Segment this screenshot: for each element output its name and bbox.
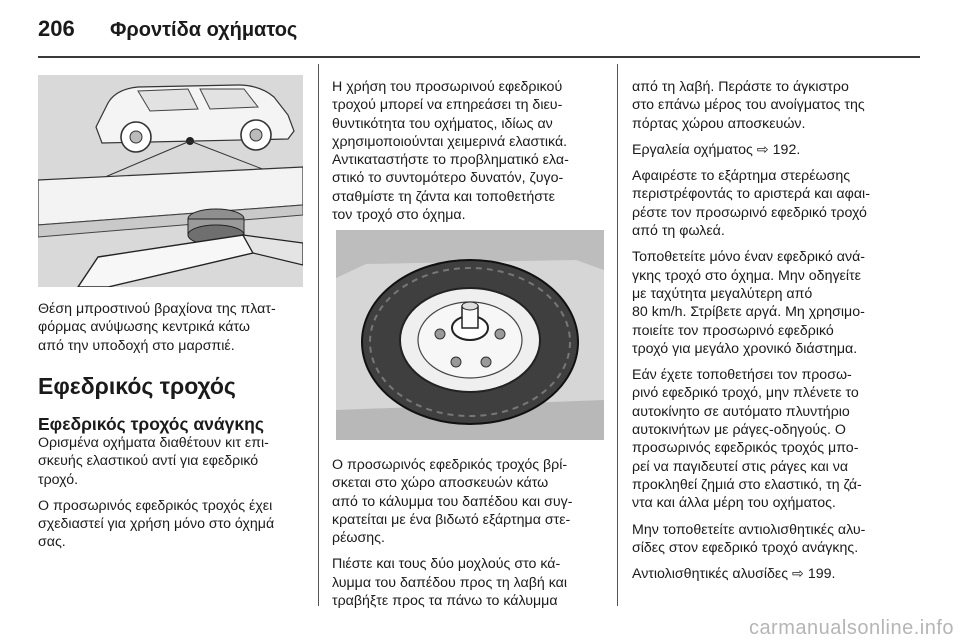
column-divider-2 — [617, 64, 618, 606]
paragraph-repair-kit: Ορισμένα οχήματα διαθέτουν κιτ επι- σκευής ελαστικού αντί για εφεδρικό τροχό. — [38, 435, 269, 488]
column-divider-1 — [318, 64, 319, 606]
spare-wheel-drawing — [336, 230, 604, 440]
lift-point-drawing — [38, 75, 303, 287]
paragraph-car-wash: Εάν έχετε τοποθετήσει τον προσω- ρινό εφεδρικό τροχό, μην πλένετε το αυτοκίνητο σε αυτόματο πλυντήριο αυτοκινήτων με ράγες-οδηγούς. Ο προσωρινός εφεδρικός τροχός μπο- ρεί να παγιδευτεί στις ράγες και να προκληθεί ζημιά στο ελαστικό, τη ζά- ντα και άλλα μέρη του οχήματος. — [632, 367, 862, 512]
lift-point-illustration — [38, 75, 303, 287]
paragraph-design: Ο προσωρινός εφεδρικός τροχός έχει σχεδιαστεί για χρήση μόνο στο όχημά σας. — [38, 497, 275, 551]
column-3 — [632, 78, 922, 591]
header-rule — [38, 56, 920, 58]
link-vehicle-tools[interactable]: Εργαλεία οχήματος ⇨ 192. — [632, 141, 801, 158]
paragraph-location: Ο προσωρινός εφεδρικός τροχός βρί- σκεται στο χώρο αποσκευών κάτω από το κάλυμμα του δαπέδου και συγ- κρατείται με ένα βιδωτό εξάρτημα στε- ρέωσης. — [332, 457, 573, 547]
paragraph-handling: Η χρήση του προσωρινού εφεδρικού τροχού μπορεί να επηρεάσει τη διευ- θυντικότητα του οχήματος, ιδίως αν χρησιμοποιούνται χειμερινά ελαστικά. Αντικαταστήστε το προβληματικό ελα- στικό το συντομότερο δυνατόν, ζυγο- σταθμίστε τη ζάντα και τοποθετήστε τον τροχό στο όχημα. — [332, 79, 569, 224]
paragraph-remove-wheel: Αφαιρέστε το εξάρτημα στερέωσης περιστρέφοντάς το αριστερά και αφαι- ρέστε τον προσωρινό εφεδρικό τροχό από τη φωλεά. — [632, 168, 870, 240]
column-1-lower — [38, 414, 313, 560]
link-snow-chains[interactable]: Αντιολισθητικές αλυσίδες ⇨ 199. — [632, 566, 836, 583]
page-header — [38, 16, 297, 48]
spare-wheel-illustration — [336, 230, 604, 440]
paragraph-speed-limit: Τοποθετείτε μόνο έναν εφεδρικό ανά- γκης τροχό στο όχημα. Μην οδηγείτε με ταχύτητα μεγαλύτερη από 80 km/h. Στρίβετε αργά. Μη χρησιμο- ποιείτε τον προσωρινό εφεδρικό τροχό για μεγάλο χρονικό διάστημα. — [632, 249, 866, 357]
figure-caption: Θέση μπροστινού βραχίονα της πλατ- φόρμας ανύψωσης κεντρικά κάτω από την υποδοχή στο μαρσπιέ. — [38, 301, 276, 354]
paragraph-hook: από τη λαβή. Περάστε το άγκιστρο στο επάνω μέρος του ανοίγματος της πόρτας χώρου αποσκευών. — [632, 79, 865, 132]
section-title: Φροντίδα οχήματος — [110, 19, 298, 41]
paragraph-snow-chains: Μην τοποθετείτε αντιολισθητικές αλυ- σίδες στον εφεδρικό τροχό ανάγκης. — [632, 521, 866, 556]
paragraph-floor-cover: Πιέστε και τους δύο μοχλούς στο κά- λυμμα του δαπέδου προς τη λαβή και τραβήξτε προς τα πάνω το κάλυμμα — [332, 556, 568, 610]
column-2 — [332, 78, 612, 232]
watermark: carmanualsonline.info — [748, 617, 954, 639]
column-2-lower — [332, 456, 612, 618]
subheading-emergency-spare: Εφεδρικός τροχός ανάγκης — [38, 414, 264, 434]
heading-spare-wheel: Εφεδρικός τροχός — [38, 373, 236, 399]
page-number: 206 — [38, 16, 75, 41]
column-1 — [38, 300, 313, 363]
